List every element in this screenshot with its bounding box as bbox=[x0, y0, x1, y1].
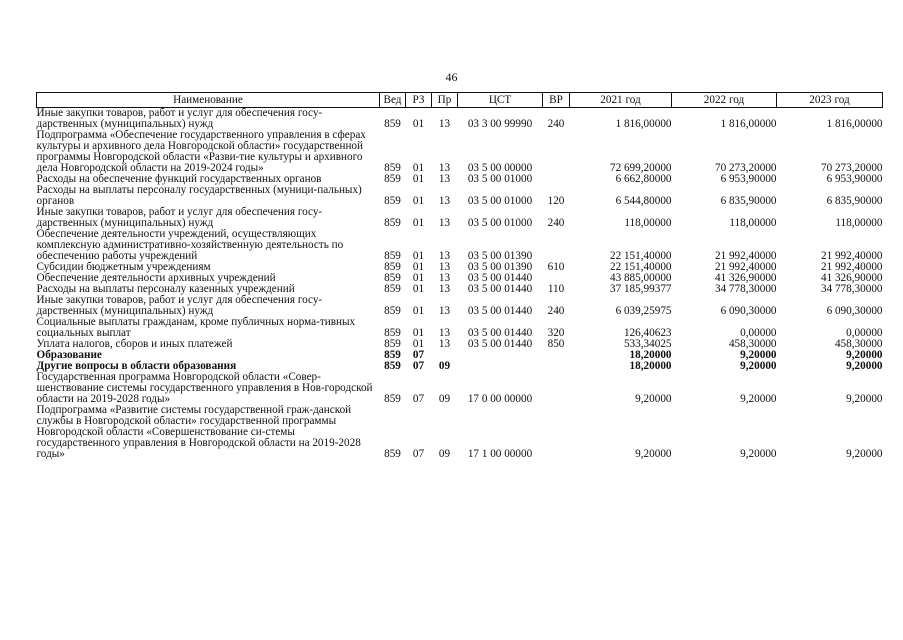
cell-vr bbox=[543, 405, 570, 460]
cell-vr: 110 bbox=[547, 283, 565, 295]
cell-vr: 850 bbox=[547, 338, 565, 350]
cell-value-2022: 1 816,00000 bbox=[720, 118, 777, 130]
table-body bbox=[37, 108, 883, 461]
cell-cst: 03 5 00 01390 bbox=[467, 250, 533, 262]
cell-value-2022: 9,20000 bbox=[740, 393, 777, 405]
table-row bbox=[37, 229, 883, 262]
cell-vr: 320 bbox=[547, 327, 565, 339]
cell-cst: 03 5 00 00000 bbox=[467, 162, 533, 174]
cell-value-2022: 41 326,90000 bbox=[714, 272, 777, 284]
table-row bbox=[37, 317, 883, 339]
cell-value-2023: 9,20000 bbox=[846, 448, 883, 460]
cell-rz: 01 bbox=[412, 272, 425, 284]
cell-pr: 13 bbox=[438, 173, 451, 185]
cell-pr: 09 bbox=[438, 360, 451, 372]
cell-value-2023: 1 816,00000 bbox=[826, 118, 883, 130]
header-2022: 2022 год bbox=[672, 93, 777, 108]
cell-ved: 859 bbox=[384, 195, 401, 207]
cell-value-2021: 43 885,00000 bbox=[609, 272, 672, 284]
cell-rz: 01 bbox=[412, 338, 425, 350]
header-2023: 2023 год bbox=[777, 93, 883, 108]
cell-rz: 01 bbox=[412, 162, 425, 174]
cell-value-2022: 6 835,90000 bbox=[720, 195, 777, 207]
cell-value-2021: 9,20000 bbox=[635, 393, 672, 405]
cell-ved: 859 bbox=[384, 305, 401, 317]
cell-value-2022: 118,00000 bbox=[729, 217, 777, 229]
cell-value-2023: 6 953,90000 bbox=[826, 173, 883, 185]
cell-rz: 01 bbox=[412, 173, 425, 185]
cell-vr: 240 bbox=[547, 305, 565, 317]
cell-ved: 859 bbox=[384, 173, 401, 185]
cell-cst: 03 5 00 01390 bbox=[467, 261, 533, 273]
cell-value-2021: 18,20000 bbox=[629, 360, 672, 372]
row-name: Подпрограмма «Обеспечение государственного управления в сферах культуры и архивного дела Новгородской области» государственной программы Новгородской области «Разви-тие культуры и архивного дела Новгородской области на 2019-2024 годы» bbox=[36, 129, 366, 174]
cell-pr: 09 bbox=[438, 448, 451, 460]
cell-value-2023: 21 992,40000 bbox=[820, 250, 883, 262]
header-cst: ЦСТ bbox=[458, 93, 543, 108]
cell-cst: 03 5 00 01000 bbox=[467, 217, 533, 229]
cell-value-2022: 21 992,40000 bbox=[714, 250, 777, 262]
header-pr: Пр bbox=[432, 93, 458, 108]
cell-value-2022: 9,20000 bbox=[740, 448, 777, 460]
cell-ved: 859 bbox=[384, 360, 401, 372]
cell-value-2021: 6 039,25975 bbox=[615, 305, 672, 317]
cell-value-2021: 72 699,20000 bbox=[609, 162, 672, 174]
cell-rz: 01 bbox=[412, 118, 425, 130]
row-name: Уплата налогов, сборов и иных платежей bbox=[36, 338, 233, 350]
cell-cst: 03 5 00 01440 bbox=[467, 338, 533, 350]
row-name: Государственная программа Новгородской области «Совер-шенствование системы государственного управления в Нов-городской области на 2019-2028 годы» bbox=[36, 371, 373, 405]
cell-vr bbox=[543, 229, 570, 262]
table-row bbox=[37, 207, 883, 229]
row-name: Подпрограмма «Развитие системы государственной граж-данской службы в Новгородской области» государственной программы Новгородской области «Совершенствование си-стемы государственного управления в Новгородской области на 2019-2028 годы» bbox=[36, 404, 361, 460]
cell-value-2021: 22 151,40000 bbox=[609, 250, 672, 262]
cell-value-2023: 9,20000 bbox=[846, 360, 883, 372]
cell-pr: 13 bbox=[438, 261, 451, 273]
cell-rz: 07 bbox=[412, 360, 425, 372]
cell-vr: 240 bbox=[547, 118, 565, 130]
cell-value-2023: 34 778,30000 bbox=[820, 283, 883, 295]
cell-cst bbox=[458, 350, 543, 361]
cell-value-2023: 9,20000 bbox=[846, 393, 883, 405]
cell-pr: 13 bbox=[438, 162, 451, 174]
cell-value-2022: 70 273,20000 bbox=[714, 162, 777, 174]
cell-value-2022: 21 992,40000 bbox=[714, 261, 777, 273]
row-name: Обеспечение деятельности учреждений, осуществляющих комплексную административно-хозяйственную деятельность по обеспечению работы учреждений bbox=[36, 228, 344, 262]
cell-vr bbox=[543, 372, 570, 405]
cell-pr: 13 bbox=[438, 327, 451, 339]
cell-value-2023: 6 090,30000 bbox=[826, 305, 883, 317]
table-row bbox=[37, 372, 883, 405]
cell-value-2022: 6 953,90000 bbox=[720, 173, 777, 185]
cell-value-2021: 6 662,80000 bbox=[615, 173, 672, 185]
cell-vr bbox=[543, 174, 570, 185]
cell-value-2022: 0,00000 bbox=[740, 327, 777, 339]
cell-ved: 859 bbox=[384, 338, 401, 350]
cell-cst: 03 5 00 01440 bbox=[467, 283, 533, 295]
cell-value-2021: 126,40623 bbox=[623, 327, 672, 339]
cell-ved: 859 bbox=[384, 162, 401, 174]
cell-cst: 17 0 00 00000 bbox=[467, 393, 533, 405]
header-row bbox=[37, 93, 883, 108]
cell-value-2021: 1 816,00000 bbox=[615, 118, 672, 130]
cell-cst: 03 3 00 99990 bbox=[467, 118, 533, 130]
cell-rz: 01 bbox=[412, 283, 425, 295]
cell-pr: 13 bbox=[438, 217, 451, 229]
header-vr: ВР bbox=[543, 93, 570, 108]
cell-value-2022: 9,20000 bbox=[740, 360, 777, 372]
header-2021: 2021 год bbox=[570, 93, 672, 108]
cell-pr: 09 bbox=[438, 393, 451, 405]
cell-value-2021: 6 544,80000 bbox=[615, 195, 672, 207]
cell-ved: 859 bbox=[384, 448, 401, 460]
row-name: Другие вопросы в области образования bbox=[36, 360, 237, 372]
header-name: Наименование bbox=[37, 93, 380, 108]
row-name: Субсидии бюджетным учреждениям bbox=[36, 261, 211, 273]
cell-value-2021: 9,20000 bbox=[635, 448, 672, 460]
cell-pr: 13 bbox=[438, 272, 451, 284]
cell-value-2021: 22 151,40000 bbox=[609, 261, 672, 273]
cell-rz: 01 bbox=[412, 217, 425, 229]
cell-cst: 03 5 00 01000 bbox=[467, 195, 533, 207]
cell-ved: 859 bbox=[384, 272, 401, 284]
cell-ved: 859 bbox=[384, 118, 401, 130]
cell-value-2022: 9,20000 bbox=[740, 349, 777, 361]
cell-value-2022: 34 778,30000 bbox=[714, 283, 777, 295]
table-row bbox=[37, 108, 883, 131]
cell-pr: 13 bbox=[438, 250, 451, 262]
cell-vr: 610 bbox=[547, 261, 565, 273]
cell-value-2023: 0,00000 bbox=[846, 327, 883, 339]
cell-value-2023: 118,00000 bbox=[835, 217, 883, 229]
row-name: Иные закупки товаров, работ и услуг для обеспечения госу-дарственных (муниципальных) нужд bbox=[36, 294, 323, 317]
cell-ved: 859 bbox=[384, 393, 401, 405]
cell-ved: 859 bbox=[384, 349, 401, 361]
cell-pr: 13 bbox=[438, 283, 451, 295]
cell-value-2023: 9,20000 bbox=[846, 349, 883, 361]
cell-cst: 03 5 00 01000 bbox=[467, 173, 533, 185]
cell-vr bbox=[543, 350, 570, 361]
table-row bbox=[37, 130, 883, 174]
page-number: 46 bbox=[445, 70, 458, 84]
cell-value-2023: 21 992,40000 bbox=[820, 261, 883, 273]
cell-ved: 859 bbox=[384, 261, 401, 273]
cell-rz: 07 bbox=[412, 448, 425, 460]
cell-value-2021: 18,20000 bbox=[629, 349, 672, 361]
row-name: Расходы на выплаты персоналу государственных (муници-пальных) органов bbox=[36, 184, 362, 207]
cell-ved: 859 bbox=[384, 250, 401, 262]
cell-rz: 01 bbox=[412, 327, 425, 339]
cell-value-2021: 533,34025 bbox=[623, 338, 672, 350]
row-name: Обеспечение деятельности архивных учреждений bbox=[36, 272, 276, 284]
cell-rz: 01 bbox=[412, 261, 425, 273]
cell-vr bbox=[543, 130, 570, 174]
cell-cst: 17 1 00 00000 bbox=[467, 448, 533, 460]
row-name: Образование bbox=[36, 349, 102, 361]
cell-rz: 01 bbox=[412, 195, 425, 207]
cell-cst: 03 5 00 01440 bbox=[467, 327, 533, 339]
row-name: Иные закупки товаров, работ и услуг для обеспечения госу-дарственных (муниципальных) нужд bbox=[36, 107, 323, 130]
cell-pr: 13 bbox=[438, 305, 451, 317]
cell-vr: 240 bbox=[547, 217, 565, 229]
cell-rz: 07 bbox=[412, 393, 425, 405]
cell-rz: 01 bbox=[412, 305, 425, 317]
cell-rz: 07 bbox=[412, 349, 425, 361]
cell-value-2021: 118,00000 bbox=[624, 217, 672, 229]
row-name: Социальные выплаты гражданам, кроме публичных норма-тивных социальных выплат bbox=[36, 316, 356, 339]
cell-ved: 859 bbox=[384, 283, 401, 295]
table-row bbox=[37, 405, 883, 460]
cell-value-2023: 41 326,90000 bbox=[820, 272, 883, 284]
cell-vr bbox=[543, 361, 570, 372]
cell-pr: 13 bbox=[438, 195, 451, 207]
cell-pr: 13 bbox=[438, 338, 451, 350]
cell-value-2023: 70 273,20000 bbox=[820, 162, 883, 174]
row-name: Иные закупки товаров, работ и услуг для обеспечения госу-дарственных (муниципальных) нужд bbox=[36, 206, 323, 229]
cell-cst: 03 5 00 01440 bbox=[467, 305, 533, 317]
row-name: Расходы на обеспечение функций государственных органов bbox=[36, 173, 322, 185]
row-name: Расходы на выплаты персоналу казенных учреждений bbox=[36, 283, 295, 295]
cell-value-2022: 6 090,30000 bbox=[720, 305, 777, 317]
cell-cst bbox=[458, 361, 543, 372]
cell-cst: 03 5 00 01440 bbox=[467, 272, 533, 284]
cell-value-2023: 458,30000 bbox=[834, 338, 883, 350]
cell-value-2022: 458,30000 bbox=[728, 338, 777, 350]
table-row bbox=[37, 295, 883, 317]
cell-vr: 120 bbox=[547, 195, 565, 207]
cell-ved: 859 bbox=[384, 327, 401, 339]
table-row bbox=[37, 185, 883, 207]
cell-rz: 01 bbox=[412, 250, 425, 262]
header-rz: РЗ bbox=[406, 93, 432, 108]
cell-ved: 859 bbox=[384, 217, 401, 229]
cell-value-2023: 6 835,90000 bbox=[826, 195, 883, 207]
cell-pr: 13 bbox=[438, 118, 451, 130]
budget-table bbox=[36, 92, 883, 460]
cell-value-2021: 37 185,99377 bbox=[609, 283, 672, 295]
header-ved: Вед bbox=[380, 93, 406, 108]
